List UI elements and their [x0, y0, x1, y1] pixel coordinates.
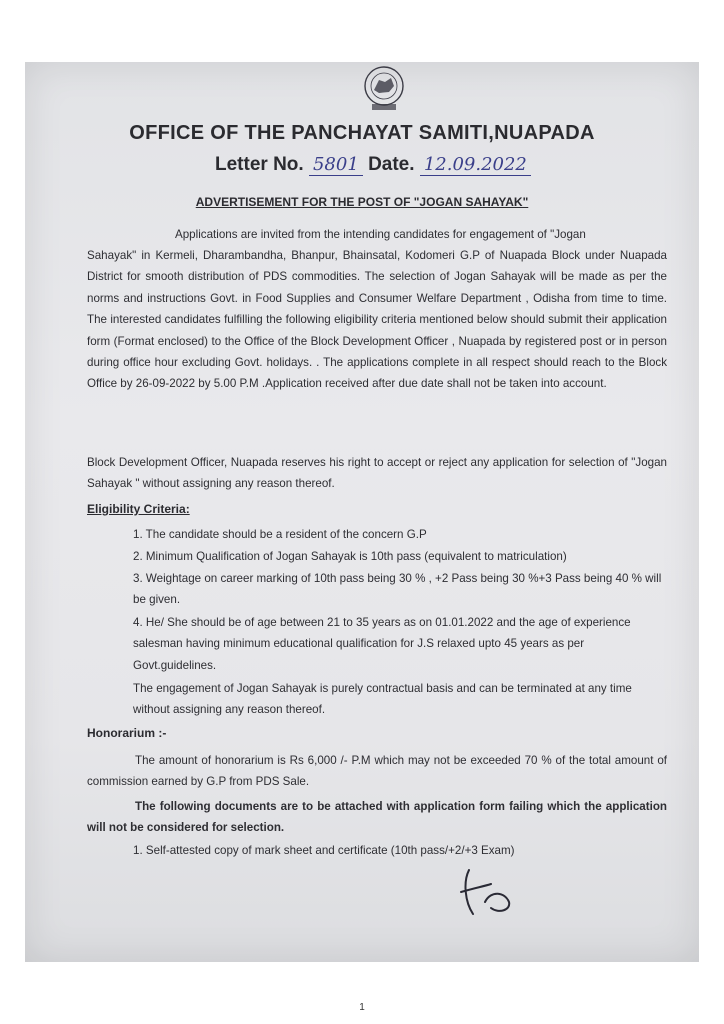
date-label: Date.: [368, 154, 415, 175]
honorarium-heading: Honorarium :-: [87, 726, 167, 740]
honorarium-text: The amount of honorarium is Rs 6,000 /- P.M which may not be exceeded 70 % of the total amount of commission earned by G.P from PDS Sale.: [87, 754, 667, 789]
eligibility-item: 4. He/ She should be of age between 21 to 35 years as on 01.01.2022 and the age of experience salesman having minimum educational qualification for J.S relaxed upto 45 years as per Govt.guidelines.: [133, 616, 631, 672]
signature: [455, 862, 525, 922]
eligibility-note: The engagement of Jogan Sahayak is purely contractual basis and can be terminated at any time without assigning any reason thereof.: [133, 682, 632, 717]
intro-paragraph-first-line: Applications are invited from the intending candidates for engagement of "Jogan: [175, 228, 586, 241]
page-number: 1: [359, 1002, 365, 1013]
letter-line: [215, 154, 531, 176]
eligibility-item: 2. Minimum Qualification of Jogan Sahayak is 10th pass (equivalent to matriculation): [133, 550, 567, 563]
documents-intro: The following documents are to be attached with application form failing which the application will not be considered for selection.: [87, 800, 667, 835]
intro-paragraph: Sahayak" in Kermeli, Dharambandha, Bhanpur, Bhainsatal, Kodomeri G.P of Nuapada Block under Nuapada District for smooth distribution of PDS commodities. The selection of Jogan Sahayak will be made as per the norms and instructions Govt. in Food Supplies and Consumer Welfare Department , Odisha from time to time. The interested candidates fulfilling the following eligibility criteria mentioned below should submit their application form (Format enclosed) to the Office of the Block Development Officer , Nuapada by registered post or in person during office hour excluding Govt. holidays. . The applications complete in all respect should reach to the Block Office by 26-09-2022 by 5.00 P.M .Application received after due date shall not be taken into account.: [87, 249, 667, 391]
letter-no-label: Letter No.: [215, 154, 304, 175]
state-emblem-icon: [359, 64, 409, 112]
eligibility-item: 3. Weightage on career marking of 10th pass being 30 % , +2 Pass being 30 %+3 Pass being 40 % will be given.: [133, 572, 662, 607]
document-item: 1. Self-attested copy of mark sheet and certificate (10th pass/+2/+3 Exam): [133, 844, 515, 857]
office-title: OFFICE OF THE PANCHAYAT SAMITI,NUAPADA: [129, 122, 595, 144]
letter-number: 5801: [309, 154, 363, 176]
eligibility-item: 1. The candidate should be a resident of the concern G.P: [133, 528, 427, 541]
reserve-right-paragraph: Block Development Officer, Nuapada reserves his right to accept or reject any application for selection of "Jogan Sahayak " without assigning any reason thereof.: [87, 456, 667, 491]
eligibility-heading: Eligibility Criteria:: [87, 502, 190, 516]
advertisement-title: ADVERTISEMENT FOR THE POST OF "JOGAN SAHAYAK": [195, 195, 529, 209]
letter-date: 12.09.2022: [420, 154, 531, 176]
document-sheet: [25, 62, 699, 962]
